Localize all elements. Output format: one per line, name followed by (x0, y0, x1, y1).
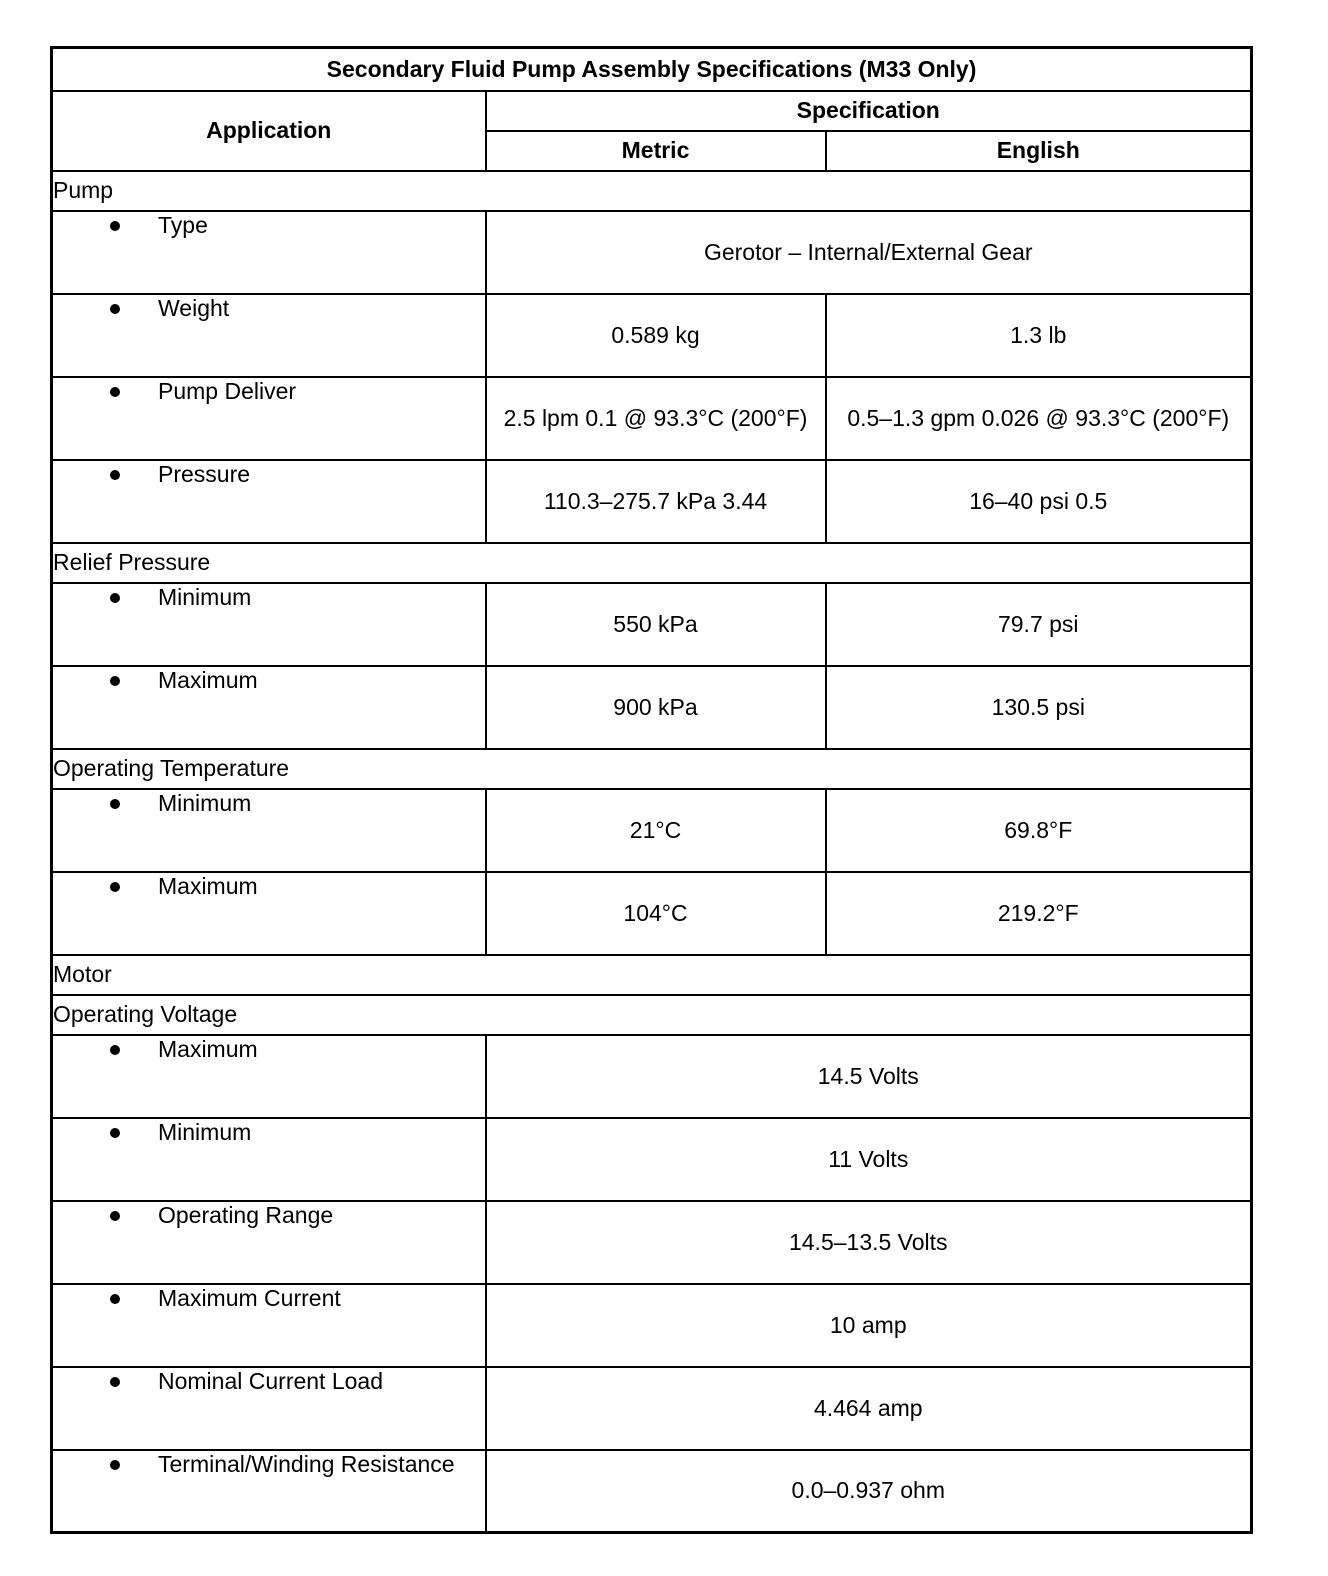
bullet-icon (53, 1205, 158, 1226)
bullet-dot-icon (110, 387, 120, 397)
english-value-cell: 219.2°F (826, 872, 1252, 955)
bullet-icon (53, 1288, 158, 1309)
bullet-icon (53, 381, 158, 402)
application-label: Minimum (158, 1118, 252, 1145)
application-cell (52, 1367, 486, 1450)
application-cell (52, 1035, 486, 1118)
bullet-icon (53, 793, 158, 814)
metric-value-cell: 110.3–275.7 kPa 3.44 (486, 460, 826, 543)
bullet-dot-icon (110, 221, 120, 231)
bullet-dot-icon (110, 1294, 120, 1304)
metric-value-cell: 0.589 kg (486, 294, 826, 377)
table-row (52, 1284, 1252, 1367)
section-row (52, 749, 1252, 789)
application-cell (52, 294, 486, 377)
table-row (52, 789, 1252, 872)
table-row (52, 460, 1252, 543)
application-label: Weight (158, 294, 230, 321)
bullet-icon (53, 1039, 158, 1060)
table-row (52, 211, 1252, 294)
bullet-dot-icon (110, 1460, 120, 1470)
english-header: English (826, 131, 1252, 171)
section-title: Relief Pressure (52, 543, 1252, 583)
application-label: Maximum (158, 872, 258, 899)
application-header: Application (52, 91, 486, 171)
english-value-cell: 79.7 psi (826, 583, 1252, 666)
bullet-dot-icon (110, 1128, 120, 1138)
table-row (52, 583, 1252, 666)
section-row (52, 543, 1252, 583)
section-row (52, 955, 1252, 995)
table-title: Secondary Fluid Pump Assembly Specifications (M33 Only) (52, 48, 1252, 91)
application-label: Operating Range (158, 1201, 334, 1228)
bullet-icon (53, 587, 158, 608)
combined-value-cell: 14.5–13.5 Volts (486, 1201, 1252, 1284)
combined-value-cell: Gerotor – Internal/External Gear (486, 211, 1252, 294)
application-label: Maximum (158, 1035, 258, 1062)
bullet-dot-icon (110, 676, 120, 686)
metric-value-cell: 21°C (486, 789, 826, 872)
bullet-dot-icon (110, 882, 120, 892)
section-title: Operating Temperature (52, 749, 1252, 789)
combined-value-cell: 4.464 amp (486, 1367, 1252, 1450)
table-row (52, 1450, 1252, 1533)
table-row (52, 1035, 1252, 1118)
bullet-dot-icon (110, 799, 120, 809)
metric-value-cell: 900 kPa (486, 666, 826, 749)
english-value-cell: 1.3 lb (826, 294, 1252, 377)
application-cell (52, 789, 486, 872)
combined-value-cell: 0.0–0.937 ohm (486, 1450, 1252, 1533)
application-cell (52, 211, 486, 294)
section-title: Motor (52, 955, 1252, 995)
section-title: Operating Voltage (52, 995, 1252, 1035)
specification-header: Specification (486, 91, 1252, 131)
spec-table (50, 46, 1253, 1534)
bullet-dot-icon (110, 1045, 120, 1055)
application-cell (52, 460, 486, 543)
application-cell (52, 1201, 486, 1284)
application-label: Minimum (158, 583, 252, 610)
metric-value-cell: 104°C (486, 872, 826, 955)
application-cell (52, 1450, 486, 1533)
application-cell (52, 1284, 486, 1367)
bullet-dot-icon (110, 1377, 120, 1387)
table-row (52, 377, 1252, 460)
table-row (52, 872, 1252, 955)
application-label: Maximum Current (158, 1284, 341, 1311)
bullet-icon (53, 464, 158, 485)
application-label: Pump Deliver (158, 377, 297, 404)
bullet-icon (53, 1454, 158, 1475)
application-cell (52, 666, 486, 749)
bullet-dot-icon (110, 1211, 120, 1221)
table-row (52, 1118, 1252, 1201)
application-label: Nominal Current Load (158, 1367, 384, 1394)
section-title: Pump (52, 171, 1252, 211)
metric-header: Metric (486, 131, 826, 171)
table-row (52, 666, 1252, 749)
section-row (52, 171, 1252, 211)
table-row (52, 1367, 1252, 1450)
application-label: Type (158, 211, 208, 238)
bullet-icon (53, 876, 158, 897)
bullet-icon (53, 1122, 158, 1143)
table-row (52, 1201, 1252, 1284)
bullet-dot-icon (110, 593, 120, 603)
application-label: Pressure (158, 460, 251, 487)
application-label: Minimum (158, 789, 252, 816)
application-cell (52, 583, 486, 666)
application-label: Maximum (158, 666, 258, 693)
application-cell (52, 872, 486, 955)
english-value-cell: 69.8°F (826, 789, 1252, 872)
bullet-icon (53, 670, 158, 691)
section-row (52, 995, 1252, 1035)
bullet-dot-icon (110, 470, 120, 480)
application-cell (52, 1118, 486, 1201)
english-value-cell: 130.5 psi (826, 666, 1252, 749)
spec-body (52, 171, 1252, 1533)
combined-value-cell: 14.5 Volts (486, 1035, 1252, 1118)
english-value-cell: 16–40 psi 0.5 (826, 460, 1252, 543)
application-label: Terminal/Winding Resistance (158, 1450, 455, 1477)
bullet-icon (53, 298, 158, 319)
bullet-dot-icon (110, 304, 120, 314)
combined-value-cell: 11 Volts (486, 1118, 1252, 1201)
english-value-cell: 0.5–1.3 gpm 0.026 @ 93.3°C (200°F) (826, 377, 1252, 460)
combined-value-cell: 10 amp (486, 1284, 1252, 1367)
bullet-icon (53, 1371, 158, 1392)
metric-value-cell: 550 kPa (486, 583, 826, 666)
bullet-icon (53, 215, 158, 236)
metric-value-cell: 2.5 lpm 0.1 @ 93.3°C (200°F) (486, 377, 826, 460)
application-cell (52, 377, 486, 460)
table-row (52, 294, 1252, 377)
